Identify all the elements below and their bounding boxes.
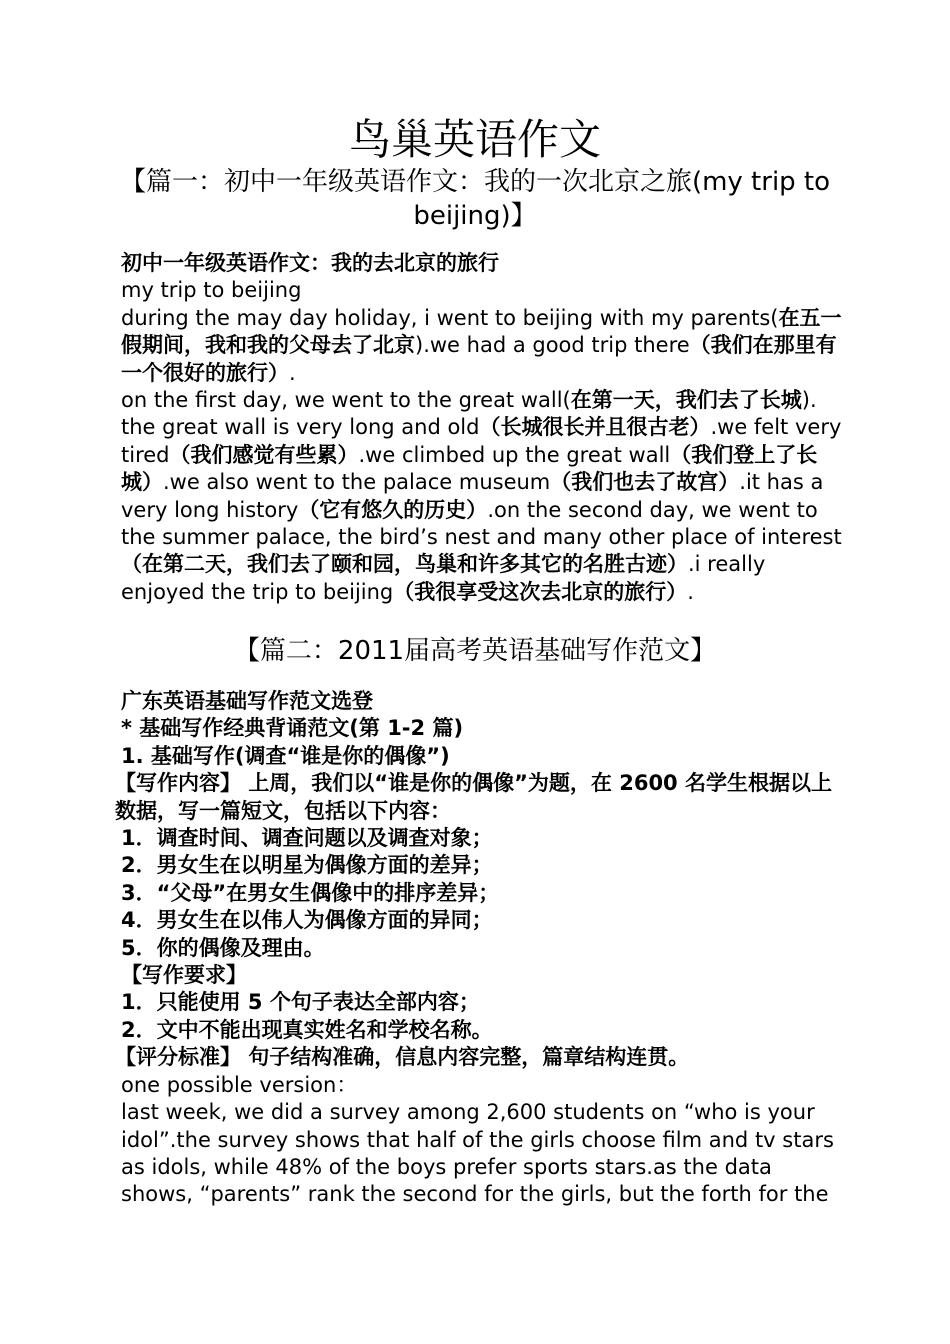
part1-body xyxy=(115,250,845,606)
part2-body xyxy=(115,688,845,1209)
p2-zh-p: （我很享受这次去北京的旅行） xyxy=(393,579,688,604)
content-item-5: 5．你的偶像及理由。 xyxy=(121,935,325,960)
p1-en-e: . xyxy=(289,360,296,385)
part1-heading: 【篇一：初中一年级英语作文：我的一次北京之旅(my trip to beijing)】 xyxy=(119,167,831,231)
possible-version-label: one possible version： xyxy=(121,1072,358,1097)
p1-zh-d: （我们在那里有一个很好的旅行） xyxy=(121,333,837,385)
writing-requirement-label: 【写作要求】 xyxy=(121,963,247,988)
p2-en-m: .on the second day, we went to the summer palace, the bird’s nest and many other place of interest xyxy=(121,497,842,550)
p2-zh-j: （我们也去了故宫） xyxy=(550,470,740,495)
essay-title: my trip to beijing xyxy=(121,278,302,303)
p2-zh-h: （我们登上了长城） xyxy=(121,442,818,495)
p2-en-i: .we also went to the palace museum xyxy=(163,470,551,495)
p2-zh-l: （它有悠久的历史） xyxy=(298,497,488,522)
requirement-item-2: 2．文中不能出现真实姓名和学校名称。 xyxy=(121,1017,493,1042)
document-title: 鸟巢英语作文 xyxy=(348,115,601,164)
essay-paragraph-2 xyxy=(115,387,845,606)
p2-en-q: . xyxy=(687,579,694,604)
writing-content xyxy=(115,770,845,825)
scoring-text: 句子结构准确，信息内容完整，篇章结构连贯。 xyxy=(248,1045,690,1070)
part2-heading: 【篇二：2011届高考英语基础写作范文】 xyxy=(233,636,717,666)
requirement-item-1: 1．只能使用 5 个句子表达全部内容； xyxy=(121,990,480,1015)
writing-content-label: 【写作内容】 xyxy=(115,771,241,796)
scoring-standard xyxy=(115,1044,845,1071)
part2-line-2: * 基础写作经典背诵范文(第 1-2 篇) xyxy=(121,716,464,741)
p2-en-c: ). the great wall is very long and old xyxy=(121,388,817,440)
p2-en-a: on the first day, we went to the great wall( xyxy=(121,388,571,413)
p2-zh-f: （我们感觉有些累） xyxy=(169,442,359,467)
content-item-3: 3．“父母”在男女生偶像中的排序差异； xyxy=(121,880,500,905)
p1-zh-b: 在五一假期间，我和我的父母去了北京 xyxy=(121,305,842,358)
writing-content-text: 上周，我们以“谁是你的偶像”为题，在 2600 名学生根据以上数据，写一篇短文，包括以下内容： xyxy=(115,771,832,823)
content-item-4: 4．男女生在以伟人为偶像方面的异同； xyxy=(121,908,493,933)
scoring-label: 【评分标准】 xyxy=(115,1045,241,1070)
part1-subheading: 初中一年级英语作文：我的去北京的旅行 xyxy=(121,251,499,275)
content-item-1: 1．调查时间、调查问题以及调查对象； xyxy=(121,826,493,851)
p1-en-c: ).we had a good trip there xyxy=(415,333,690,358)
p2-zh-d: （长城很长并且很古老） xyxy=(479,415,711,440)
part2-line-1: 广东英语基础写作范文选登 xyxy=(121,689,373,713)
content-item-2: 2．男女生在以明星为偶像方面的差异； xyxy=(121,853,493,878)
p2-zh-n: （在第二天，我们去了颐和园，鸟巢和许多其它的名胜古迹） xyxy=(121,552,688,577)
part2-line-3: 1. 基础写作(调查“谁是你的偶像”) xyxy=(121,743,450,768)
possible-version-text: last week, we did a survey among 2,600 students on “who is your idol”.the survey shows that half of the girls choose film and tv stars as idols, while 48% of the boys prefer sports stars.as the data shows, “parents” rank the second for the girls, but the forth for the xyxy=(121,1100,834,1207)
p2-en-e: .we felt very tired xyxy=(121,415,842,467)
p2-en-g: .we climbed up the great wall xyxy=(358,442,671,467)
p2-en-k: .it has a very long history xyxy=(121,470,824,522)
p2-zh-b: 在第一天，我们去了长城 xyxy=(570,388,802,413)
essay-paragraph-1 xyxy=(115,305,845,387)
p2-en-o: .i really enjoyed the trip to beijing xyxy=(121,552,766,604)
p1-en-a: during the may day holiday, i went to beijing with my parents( xyxy=(121,305,779,330)
